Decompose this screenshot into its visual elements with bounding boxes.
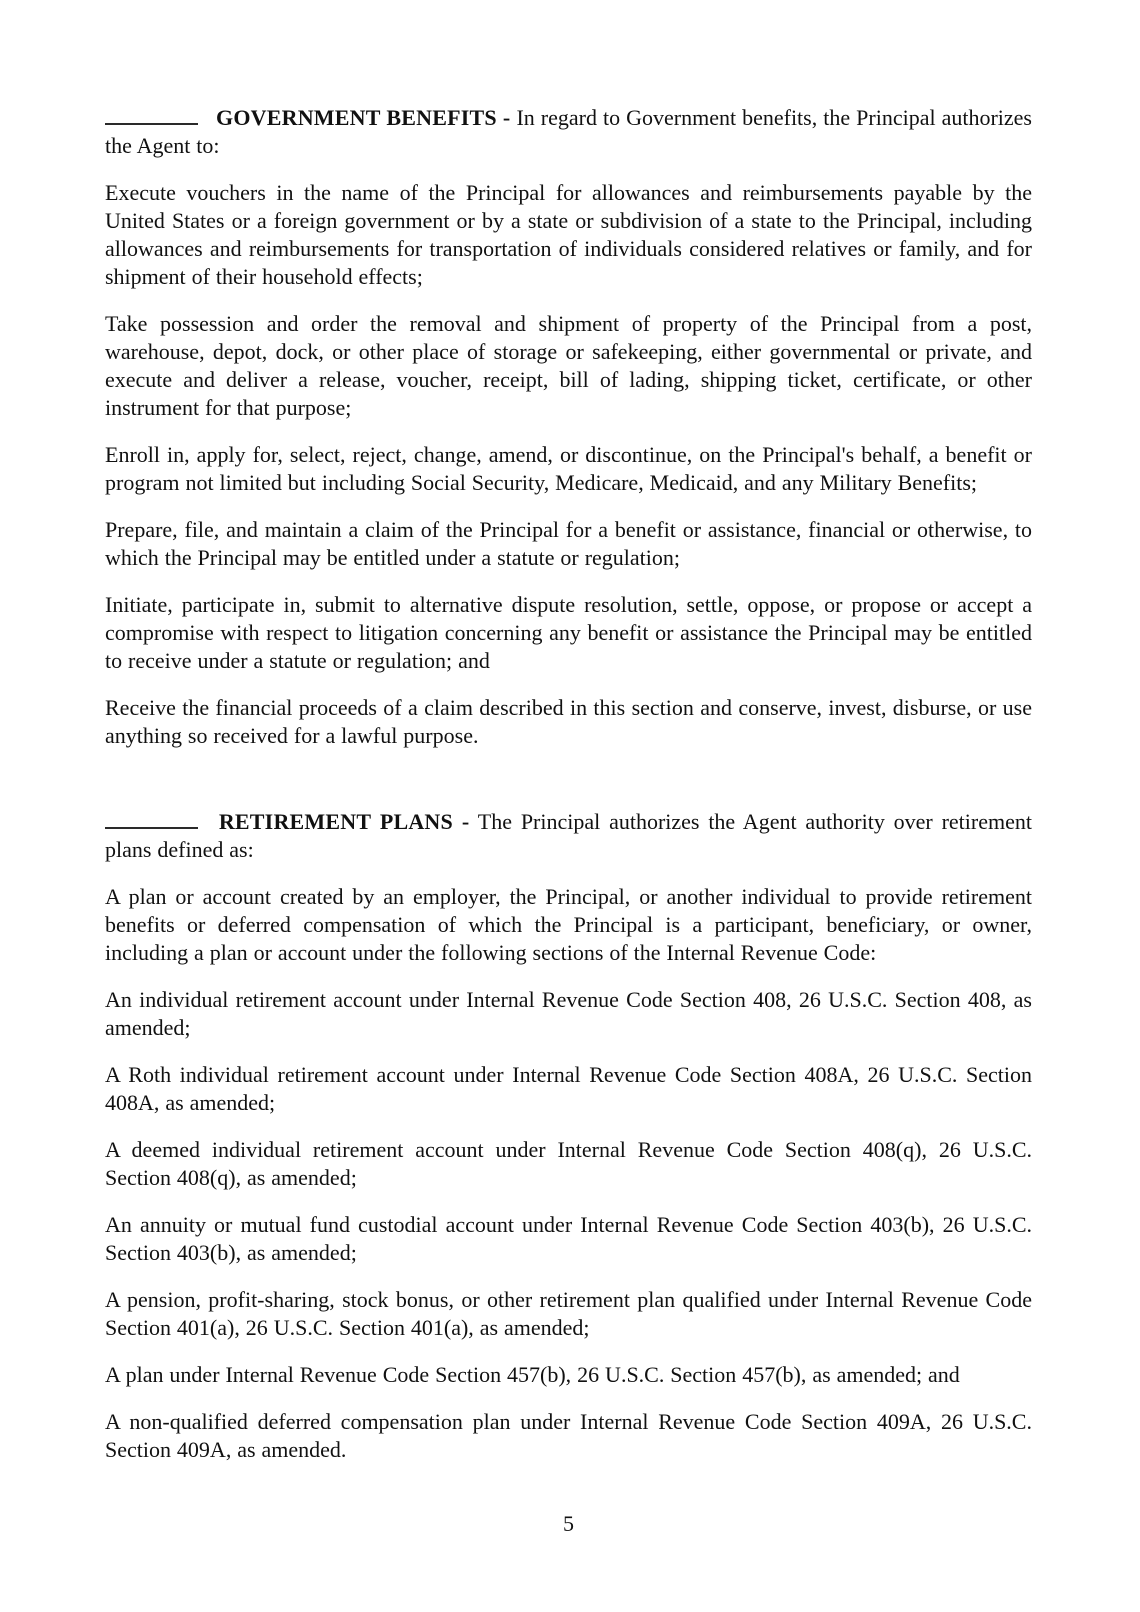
paragraph: A pension, profit-sharing, stock bonus, or other retirement plan qualified under Internal Revenue Code Section 401(a), 26 U.S.C. Section 401(a), as amended; bbox=[105, 1287, 1032, 1340]
initials-fill-in-blank[interactable] bbox=[105, 122, 198, 125]
heading-separator: - bbox=[461, 809, 470, 834]
paragraph: An annuity or mutual fund custodial account under Internal Revenue Code Section 403(b), 26 U.S.C. Section 403(b), as amended; bbox=[105, 1212, 1032, 1265]
paragraph: A plan or account created by an employer, the Principal, or another individual to provide retirement benefits or deferred compensation of which the Principal is a participant, beneficiary, or owner, including a plan or account under the following sections of the Internal Revenue Code: bbox=[105, 884, 1032, 965]
paragraph: Execute vouchers in the name of the Principal for allowances and reimbursements payable by the United States or a foreign government or by a state or subdivision of a state to the Principal, including allowances and reimbursements for transportation of individuals considered relatives or family, and for shipment of their household effects; bbox=[105, 180, 1032, 289]
page-number: 5 bbox=[563, 1511, 574, 1536]
paragraph: A deemed individual retirement account under Internal Revenue Code Section 408(q), 26 U.S.C. Section 408(q), as amended; bbox=[105, 1137, 1032, 1190]
section-government-benefits-heading bbox=[105, 104, 1032, 160]
paragraph: Take possession and order the removal and shipment of property of the Principal from a post, warehouse, depot, dock, or other place of storage or safekeeping, either governmental or private, and execute and deliver a release, voucher, receipt, bill of lading, shipping ticket, certificate, or other instrument for that purpose; bbox=[105, 311, 1032, 420]
heading-separator: - bbox=[502, 105, 511, 130]
paragraph: A plan under Internal Revenue Code Section 457(b), 26 U.S.C. Section 457(b), as amended; and bbox=[105, 1362, 960, 1387]
paragraph: A Roth individual retirement account under Internal Revenue Code Section 408A, 26 U.S.C. Section 408A, as amended; bbox=[105, 1062, 1032, 1115]
paragraph: Receive the financial proceeds of a claim described in this section and conserve, invest, disburse, or use anything so received for a lawful purpose. bbox=[105, 695, 1032, 748]
paragraph: Prepare, file, and maintain a claim of the Principal for a benefit or assistance, financial or otherwise, to which the Principal may be entitled under a statute or regulation; bbox=[105, 517, 1032, 570]
section-intro: In regard to Government benefits, the Principal authorizes the Agent to: bbox=[105, 105, 1032, 158]
paragraph: An individual retirement account under Internal Revenue Code Section 408, 26 U.S.C. Section 408, as amended; bbox=[105, 987, 1032, 1040]
paragraph: Initiate, participate in, submit to alternative dispute resolution, settle, oppose, or propose or accept a compromise with respect to litigation concerning any benefit or assistance the Principal may be entitled to receive under a statute or regulation; and bbox=[105, 592, 1032, 673]
section-retirement-plans-heading bbox=[105, 808, 1032, 864]
section-title: GOVERNMENT BENEFITS bbox=[216, 105, 497, 130]
paragraph: A non-qualified deferred compensation plan under Internal Revenue Code Section 409A, 26 U.S.C. Section 409A, as amended. bbox=[105, 1409, 1032, 1462]
initials-fill-in-blank[interactable] bbox=[105, 826, 198, 829]
section-intro: The Principal authorizes the Agent authority over retirement plans defined as: bbox=[105, 809, 1032, 862]
section-title: RETIREMENT PLANS bbox=[218, 809, 453, 834]
paragraph: Enroll in, apply for, select, reject, change, amend, or discontinue, on the Principal's behalf, a benefit or program not limited but including Social Security, Medicare, Medicaid, and any Military Benefits; bbox=[105, 442, 1032, 495]
